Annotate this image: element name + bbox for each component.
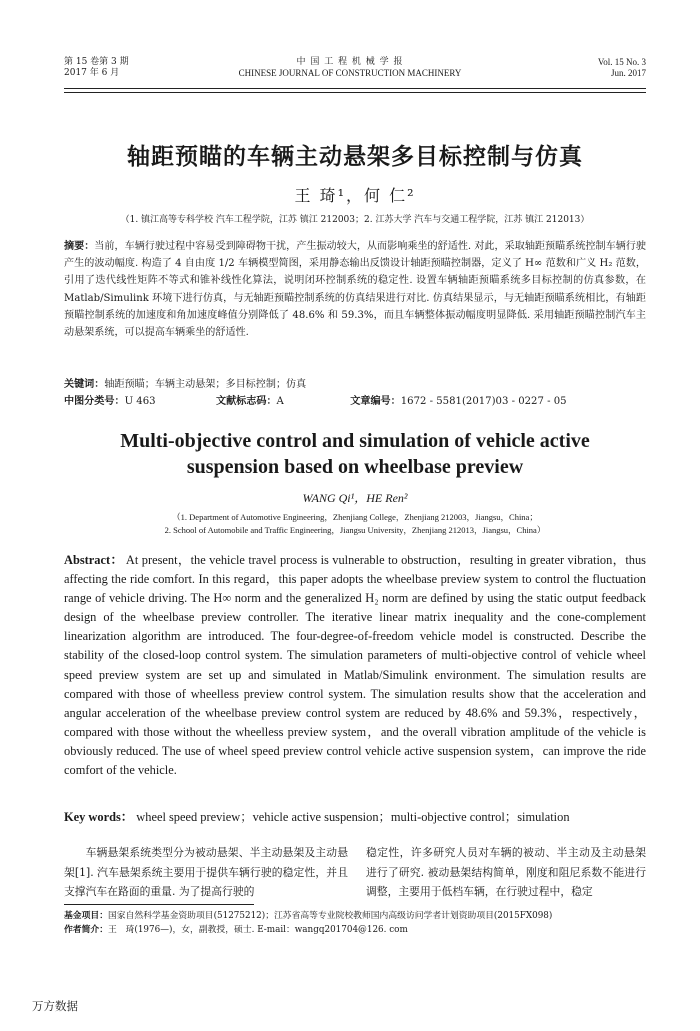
cn-keywords-text: 轴距预瞄；车辆主动悬架；多目标控制；仿真 bbox=[104, 379, 307, 390]
journal-name-en: CHINESE JOURNAL OF CONSTRUCTION MACHINERY bbox=[238, 68, 462, 78]
volume-issue-line: 第 15 卷第 3 期 bbox=[64, 57, 129, 67]
footnote-author bbox=[64, 924, 646, 937]
en-affiliations bbox=[64, 511, 646, 537]
header-rule-thick bbox=[64, 88, 646, 89]
funding-text: 国家自然科学基金资助项目(51275212)；江苏省高等专业院校教师国内高级访问学者计划资助项目(2015FX098) bbox=[108, 911, 553, 921]
en-abstract-text: At present，the vehicle travel process is vulnerable to obstruction，resulting in greater vibration，thus affecting the ride comfort. In this regard，this paper adopts the wheelbase preview system to control the fluctuation range of vehicle driving. The H∞ norm and the generalized H₂ norm are defined by using the static output feedback design of the wheelbase preview controller. The iterative linear matrix inequality and the cone-complement linearization algorithm are introduced. The four-degree-of-freedom vehicle model is constructed. Describe the stability of the closed-loop control system. The simulation parameters of multi-objective control of vehicle wheel speed preview system are set up and simulated in Matlab/Simulink environment. The simulation results are compared with those of wheelless preview control system. The simulation results show that the acceleration and angular acceleration of the wheelbase preview control system are reduced by 48.6% and 59.3%，respectively，compared with those without the wheelless preview system，and the overall vibration amplitude of the vehicle is obviously reduced. The use of wheel speed preview control vehicle active suspension system，can improve the ride comfort of the vehicle. bbox=[64, 553, 646, 778]
cn-title: 轴距预瞄的车辆主动悬架多目标控制与仿真 bbox=[127, 144, 583, 170]
en-title-line1: Multi-objective control and simulation of vehicle active bbox=[120, 430, 590, 452]
volume-issue bbox=[64, 57, 129, 79]
en-abstract-label: Abstract： bbox=[64, 553, 124, 567]
footnote-funding bbox=[64, 910, 646, 923]
en-affiliation-1: （1. Department of Automotive Engineering，Zhenjiang College，Zhenjiang 212003，Jiangsu，China； bbox=[172, 512, 538, 522]
journal-name bbox=[200, 57, 500, 79]
article-no-label: 文章编号： bbox=[350, 396, 401, 407]
en-title bbox=[64, 428, 646, 480]
cn-affiliations: （1. 镇江高等专科学校 汽车工程学院，江苏 镇江 212003；2. 江苏大学 汽车与交通工程学院，江苏 镇江 212013） bbox=[120, 215, 590, 225]
en-title-line2: suspension based on wheelbase preview bbox=[186, 456, 524, 478]
watermark: 万方数据 bbox=[32, 999, 78, 1013]
cn-abstract-label: 摘要： bbox=[64, 241, 95, 252]
journal-name-cn: 中 国 工 程 机 械 学 报 bbox=[296, 57, 404, 67]
en-keywords-label: Key words： bbox=[64, 810, 134, 824]
funding-label: 基金项目： bbox=[64, 911, 108, 921]
cn-classification bbox=[64, 393, 646, 410]
body-left-column: 车辆悬架系统类型分为被动悬架、半主动悬架及主动悬架[1]. 汽车悬架系统主要用于提供车辆行驶的稳定性，并且支撑汽车在路面的重量. 为了提高行驶的 bbox=[64, 846, 348, 899]
author-bio-text: 王 琦(1976—)，女，副教授，硕士. E-mail：wangq201704@126. com bbox=[108, 925, 408, 935]
en-keywords-text: wheel speed preview；vehicle active suspension；multi-objective control；simulation bbox=[136, 810, 570, 824]
cn-keywords bbox=[64, 376, 646, 393]
cn-keywords-label: 关键词： bbox=[64, 379, 105, 390]
en-affiliation-2: 2. School of Automobile and Traffic Engineering，Jiangsu University，Zhenjiang 212013，Jiangsu，China） bbox=[164, 525, 546, 535]
clc-label: 中图分类号： bbox=[64, 396, 125, 407]
en-authors: WANG Qi¹，HE Ren² bbox=[302, 491, 408, 505]
article-no-value: 1672 - 5581(2017)03 - 0227 - 05 bbox=[400, 396, 567, 407]
vol-issue-en bbox=[598, 57, 646, 79]
cn-authors: 王 琦¹，何 仁² bbox=[294, 186, 416, 205]
vol-issue-en-line: Vol. 15 No. 3 bbox=[597, 57, 646, 67]
clc-value: U 463 bbox=[124, 396, 156, 407]
en-keywords bbox=[64, 808, 646, 827]
footnote-rule bbox=[64, 904, 254, 905]
header-rule-thin bbox=[64, 92, 646, 93]
doccode-label: 文献标志码： bbox=[215, 396, 277, 407]
doccode-value: A bbox=[276, 396, 284, 407]
body-right-column: 稳定性，许多研究人员对车辆的被动、半主动及主动悬架进行了研究. 被动悬架结构简单，刚度和阻尼系数不能进行调整，主要用于低档车辆，在行驶过程中，稳定 bbox=[366, 846, 646, 899]
date-en-line: Jun. 2017 bbox=[610, 68, 646, 78]
cn-abstract-text: 当前，车辆行驶过程中容易受到障碍物干扰，产生振动较大，从而影响乘坐的舒适性. 对此，采取轴距预瞄系统控制车辆行驶产生的波动幅度. 构造了 4 自由度 1/2 车辆模型简图，采用静态输出反馈设计轴距预瞄控制器，定义了 H∞ 范数和广义 H₂ 范数，引用了迭代线性矩阵不等式和锥补线性化算法，说明闭环控制系统的稳定性. 设置车辆轴距预瞄系统多目标控制的仿真参数，在 Matlab/Simulink 环境下进行仿真，与无轴距预瞄控制系统的仿真结果进行对比. 仿真结果显示，与无轴距预瞄系统相比，有轴距预瞄控制系统的加速度和角加速度峰值分别降低了 48.6% 和 59.3%，而且车辆整体振动幅度明显降低. 采用轴距预瞄控制汽车主动悬架系统，可以提高车辆乘坐的舒适性. bbox=[64, 241, 646, 339]
cn-abstract bbox=[64, 238, 646, 341]
author-bio-label: 作者简介： bbox=[64, 925, 108, 935]
en-abstract bbox=[64, 551, 646, 780]
date-line: 2017 年 6 月 bbox=[64, 68, 120, 78]
